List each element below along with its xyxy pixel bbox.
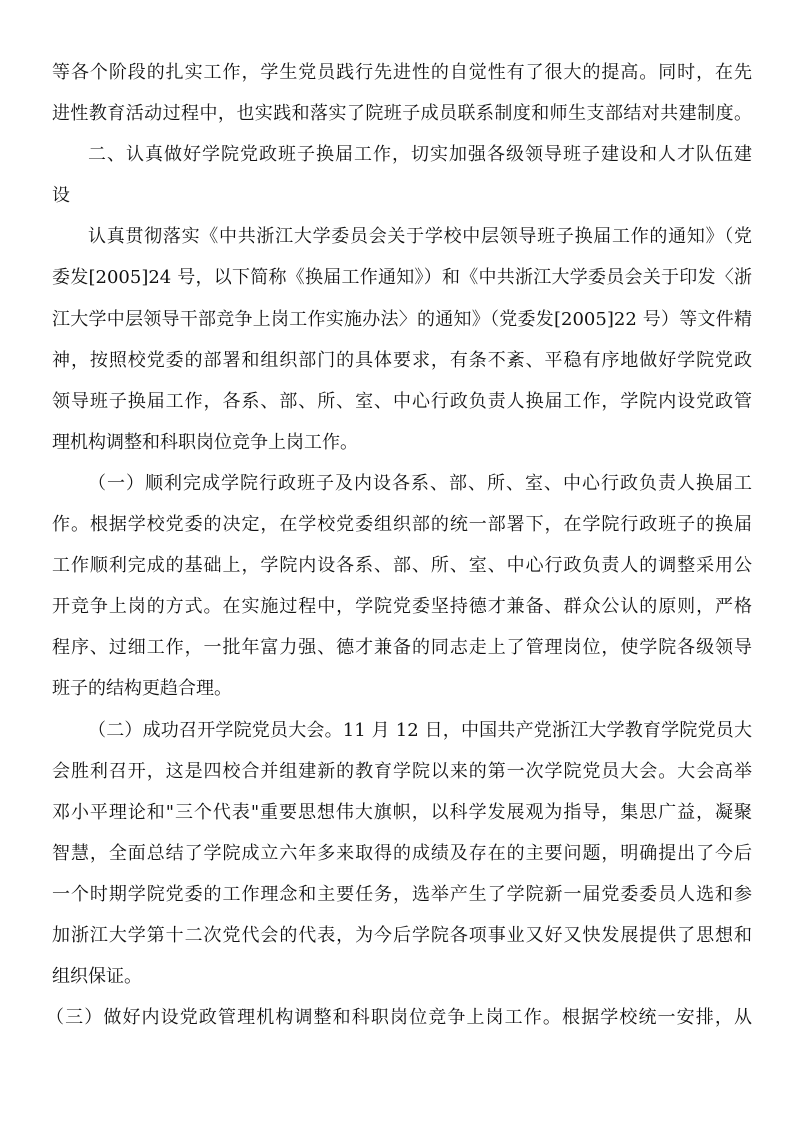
text-line: 领导班子换届工作，各系、部、所、室、中心行政负责人换届工作，学院内设党政管 [52, 390, 752, 412]
text-line: 会胜利召开，这是四校合并组建新的教育学院以来的第一次学院党员大会。大会高举 [52, 760, 752, 782]
text-line: 等各个阶段的扎实工作，学生党员践行先进性的自觉性有了很大的提高。同时，在先 [52, 62, 752, 83]
text-line: 开竞争上岗的方式。在实施过程中，学院党委坚持德才兼备、群众公认的原则，严格 [52, 596, 752, 618]
text-line: 一个时期学院党委的工作理念和主要任务，选举产生了学院新一届党委委员人选和参 [52, 883, 752, 905]
section-heading: 二、认真做好学院党政班子换届工作，切实加强各级领导班子建设和人才队伍建 [88, 144, 752, 166]
document-page [46, 52, 752, 1038]
text-line: 江大学中层领导干部竞争上岗工作实施办法〉的通知》（党委发[2005]22 号）等文件精 [52, 308, 752, 330]
subsection-line: （一）顺利完成学院行政班子及内设各系、部、所、室、中心行政负责人换届工 [88, 472, 752, 494]
text-line: 委发[2005]24 号，以下简称《换届工作通知》）和《中共浙江大学委员会关于印发〈浙 [52, 267, 752, 289]
text-line: 邓小平理论和"三个代表"重要思想伟大旗帜，以科学发展观为指导，集思广益，凝聚 [52, 801, 752, 823]
subsection-line: （二）成功召开学院党员大会。11 月 12 日，中国共产党浙江大学教育学院党员大 [88, 719, 752, 741]
text-line: 程序、过细工作，一批年富力强、德才兼备的同志走上了管理岗位，使学院各级领导 [52, 637, 752, 659]
text-line: 认真贯彻落实《中共浙江大学委员会关于学校中层领导班子换届工作的通知》（党 [88, 226, 752, 248]
text-line: 班子的结构更趋合理。 [52, 678, 232, 700]
text-line: 神，按照校党委的部署和组织部门的具体要求，有条不紊、平稳有序地做好学院党政 [52, 349, 752, 371]
text-line: 组织保证。 [52, 966, 142, 988]
subsection-line: （三）做好内设党政管理机构调整和科职岗位竞争上岗工作。根据学校统一安排，从 [46, 1007, 752, 1029]
section-heading-continued: 设 [52, 185, 70, 207]
text-line: 进性教育活动过程中，也实践和落实了院班子成员联系制度和师生支部结对共建制度。 [52, 103, 752, 125]
text-line: 作。根据学校党委的决定，在学校党委组织部的统一部署下，在学院行政班子的换届 [52, 514, 752, 536]
text-line: 工作顺利完成的基础上，学院内设各系、部、所、室、中心行政负责人的调整采用公 [52, 555, 752, 577]
text-line: 加浙江大学第十二次党代会的代表，为今后学院各项事业又好又快发展提供了思想和 [52, 924, 752, 946]
text-line: 智慧，全面总结了学院成立六年多来取得的成绩及存在的主要问题，明确提出了今后 [52, 842, 752, 864]
text-line: 理机构调整和科职岗位竞争上岗工作。 [52, 431, 358, 453]
